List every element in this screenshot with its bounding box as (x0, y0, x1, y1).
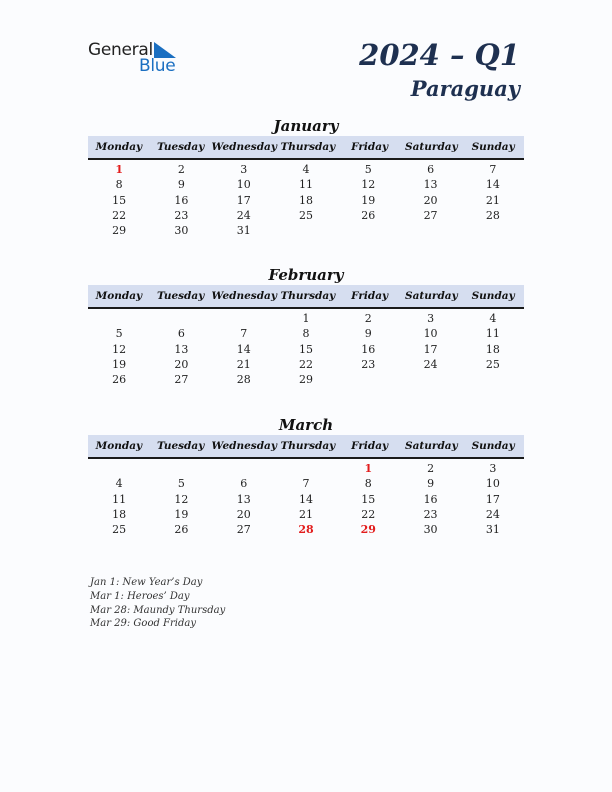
day-cell: 22 (112, 208, 127, 222)
empty-day-cell (275, 223, 337, 238)
country-name: Paraguay (410, 76, 520, 101)
day-cell: 8 (302, 327, 310, 341)
day-cell: 5 (115, 327, 123, 341)
weekday-label: Wednesday (211, 440, 277, 452)
empty-day-cell (213, 311, 275, 326)
day-cell: 17 (423, 342, 438, 356)
empty-day-cell (337, 223, 399, 238)
empty-day-cell (399, 372, 461, 387)
day-cell: 2 (364, 312, 372, 325)
weekday-label: Monday (95, 290, 143, 302)
month-calendar-january (88, 117, 524, 238)
empty-day-cell (150, 311, 212, 326)
day-cell: 24 (236, 208, 251, 222)
day-cell: 2 (427, 462, 435, 475)
weekday-label: Friday (351, 141, 389, 153)
day-cell: 26 (174, 523, 189, 537)
day-cell: 12 (361, 178, 376, 192)
day-grid (88, 461, 524, 537)
day-cell: 27 (236, 523, 251, 537)
day-cell: 31 (485, 523, 500, 537)
day-cell: 11 (298, 178, 313, 192)
weekday-header (88, 435, 524, 459)
day-cell: 20 (423, 193, 438, 207)
day-cell: 15 (298, 342, 313, 356)
day-cell: 6 (427, 163, 435, 176)
day-cell: 26 (112, 373, 127, 387)
empty-day-cell (88, 461, 150, 476)
empty-day-cell (213, 461, 275, 476)
logo-word-blue: Blue (139, 56, 176, 76)
day-cell: 29 (298, 373, 313, 387)
day-cell: 18 (298, 193, 313, 207)
day-cell: 18 (112, 507, 127, 521)
day-cell: 2 (177, 163, 185, 176)
day-cell: 17 (485, 492, 500, 506)
page-title: 2024 – Q1 (359, 38, 520, 72)
day-cell: 23 (174, 208, 189, 222)
weekday-label: Wednesday (211, 141, 277, 153)
day-cell: 29 (112, 224, 127, 238)
day-cell: 8 (115, 178, 123, 192)
day-cell: 9 (364, 327, 372, 341)
weekday-label: Sunday (471, 141, 515, 153)
day-cell: 14 (485, 178, 500, 192)
day-cell: 13 (423, 178, 438, 192)
empty-day-cell (150, 461, 212, 476)
day-cell: 21 (298, 507, 313, 521)
day-cell: 14 (236, 342, 251, 356)
weekday-label: Thursday (280, 440, 336, 452)
day-cell: 25 (485, 357, 500, 371)
day-cell: 5 (177, 477, 185, 491)
day-cell: 23 (361, 357, 376, 371)
day-cell: 19 (112, 357, 127, 371)
day-cell: 18 (485, 342, 500, 356)
day-cell: 13 (174, 342, 189, 356)
holiday-day-cell: 29 (360, 523, 376, 537)
day-cell: 27 (174, 373, 189, 387)
day-cell: 24 (423, 357, 438, 371)
month-calendar-march (88, 416, 524, 537)
day-cell: 4 (302, 163, 310, 176)
day-cell: 15 (112, 193, 127, 207)
day-cell: 21 (485, 193, 500, 207)
logo-word-general: General (88, 40, 153, 60)
empty-day-cell (462, 223, 524, 238)
holiday-notes (90, 576, 225, 631)
day-cell: 27 (423, 208, 438, 222)
weekday-label: Sunday (471, 290, 515, 302)
day-cell: 20 (174, 357, 189, 371)
month-name: January (273, 117, 339, 135)
day-cell: 11 (112, 492, 127, 506)
day-cell: 12 (174, 492, 189, 506)
day-cell: 6 (177, 327, 185, 341)
weekday-header (88, 285, 524, 309)
day-cell: 7 (489, 163, 497, 176)
day-cell: 9 (427, 477, 435, 491)
day-grid (88, 311, 524, 387)
weekday-label: Thursday (280, 141, 336, 153)
weekday-label: Tuesday (156, 290, 205, 302)
weekday-label: Thursday (280, 290, 336, 302)
weekday-label: Friday (351, 290, 389, 302)
day-cell: 8 (364, 477, 372, 491)
day-cell: 4 (489, 312, 497, 325)
day-cell: 15 (361, 492, 376, 506)
day-cell: 30 (423, 523, 438, 537)
holiday-day-cell: 1 (115, 163, 123, 176)
holiday-note: Mar 1: Heroes’ Day (90, 590, 190, 602)
logo (88, 40, 188, 76)
day-cell: 3 (489, 462, 497, 475)
day-cell: 20 (236, 507, 251, 521)
day-cell: 24 (485, 507, 500, 521)
day-cell: 7 (302, 477, 310, 491)
day-cell: 12 (112, 342, 127, 356)
day-cell: 22 (361, 507, 376, 521)
day-cell: 6 (240, 477, 248, 491)
weekday-header (88, 136, 524, 160)
day-cell: 28 (485, 208, 500, 222)
day-cell: 16 (423, 492, 438, 506)
weekday-label: Monday (95, 440, 143, 452)
day-cell: 3 (240, 163, 248, 176)
holiday-day-cell: 28 (298, 523, 314, 537)
weekday-label: Friday (351, 440, 389, 452)
holiday-note: Mar 28: Maundy Thursday (90, 604, 226, 616)
day-cell: 13 (236, 492, 251, 506)
weekday-label: Tuesday (156, 440, 205, 452)
day-cell: 16 (361, 342, 376, 356)
day-cell: 11 (485, 327, 500, 341)
holiday-day-cell: 1 (364, 462, 373, 475)
weekday-label: Monday (95, 141, 143, 153)
weekday-label: Wednesday (211, 290, 277, 302)
day-cell: 17 (236, 193, 251, 207)
month-name: March (278, 416, 334, 434)
day-cell: 9 (177, 178, 185, 192)
weekday-label: Tuesday (156, 141, 205, 153)
day-cell: 10 (485, 477, 500, 491)
empty-day-cell (462, 372, 524, 387)
day-cell: 23 (423, 507, 438, 521)
day-cell: 30 (174, 224, 189, 238)
day-cell: 10 (236, 178, 251, 192)
day-grid (88, 162, 524, 238)
weekday-label: Saturday (405, 440, 458, 452)
day-cell: 26 (361, 208, 376, 222)
day-cell: 3 (427, 312, 435, 325)
day-cell: 1 (302, 312, 310, 325)
month-name: February (268, 266, 344, 284)
day-cell: 7 (240, 327, 248, 341)
holiday-note: Mar 29: Good Friday (90, 618, 196, 630)
day-cell: 25 (298, 208, 313, 222)
day-cell: 21 (236, 357, 251, 371)
day-cell: 16 (174, 193, 189, 207)
day-cell: 10 (423, 327, 438, 341)
day-cell: 25 (112, 523, 127, 537)
day-cell: 19 (361, 193, 376, 207)
day-cell: 28 (236, 373, 251, 387)
empty-day-cell (275, 461, 337, 476)
weekday-label: Sunday (471, 440, 515, 452)
day-cell: 14 (298, 492, 313, 506)
day-cell: 31 (236, 224, 251, 238)
empty-day-cell (399, 223, 461, 238)
day-cell: 5 (364, 163, 372, 176)
empty-day-cell (88, 311, 150, 326)
weekday-label: Saturday (405, 290, 458, 302)
day-cell: 19 (174, 507, 189, 521)
month-calendar-february (88, 266, 524, 387)
day-cell: 4 (115, 477, 123, 491)
empty-day-cell (337, 372, 399, 387)
weekday-label: Saturday (405, 141, 458, 153)
holiday-note: Jan 1: New Year’s Day (90, 577, 203, 588)
day-cell: 22 (298, 357, 313, 371)
